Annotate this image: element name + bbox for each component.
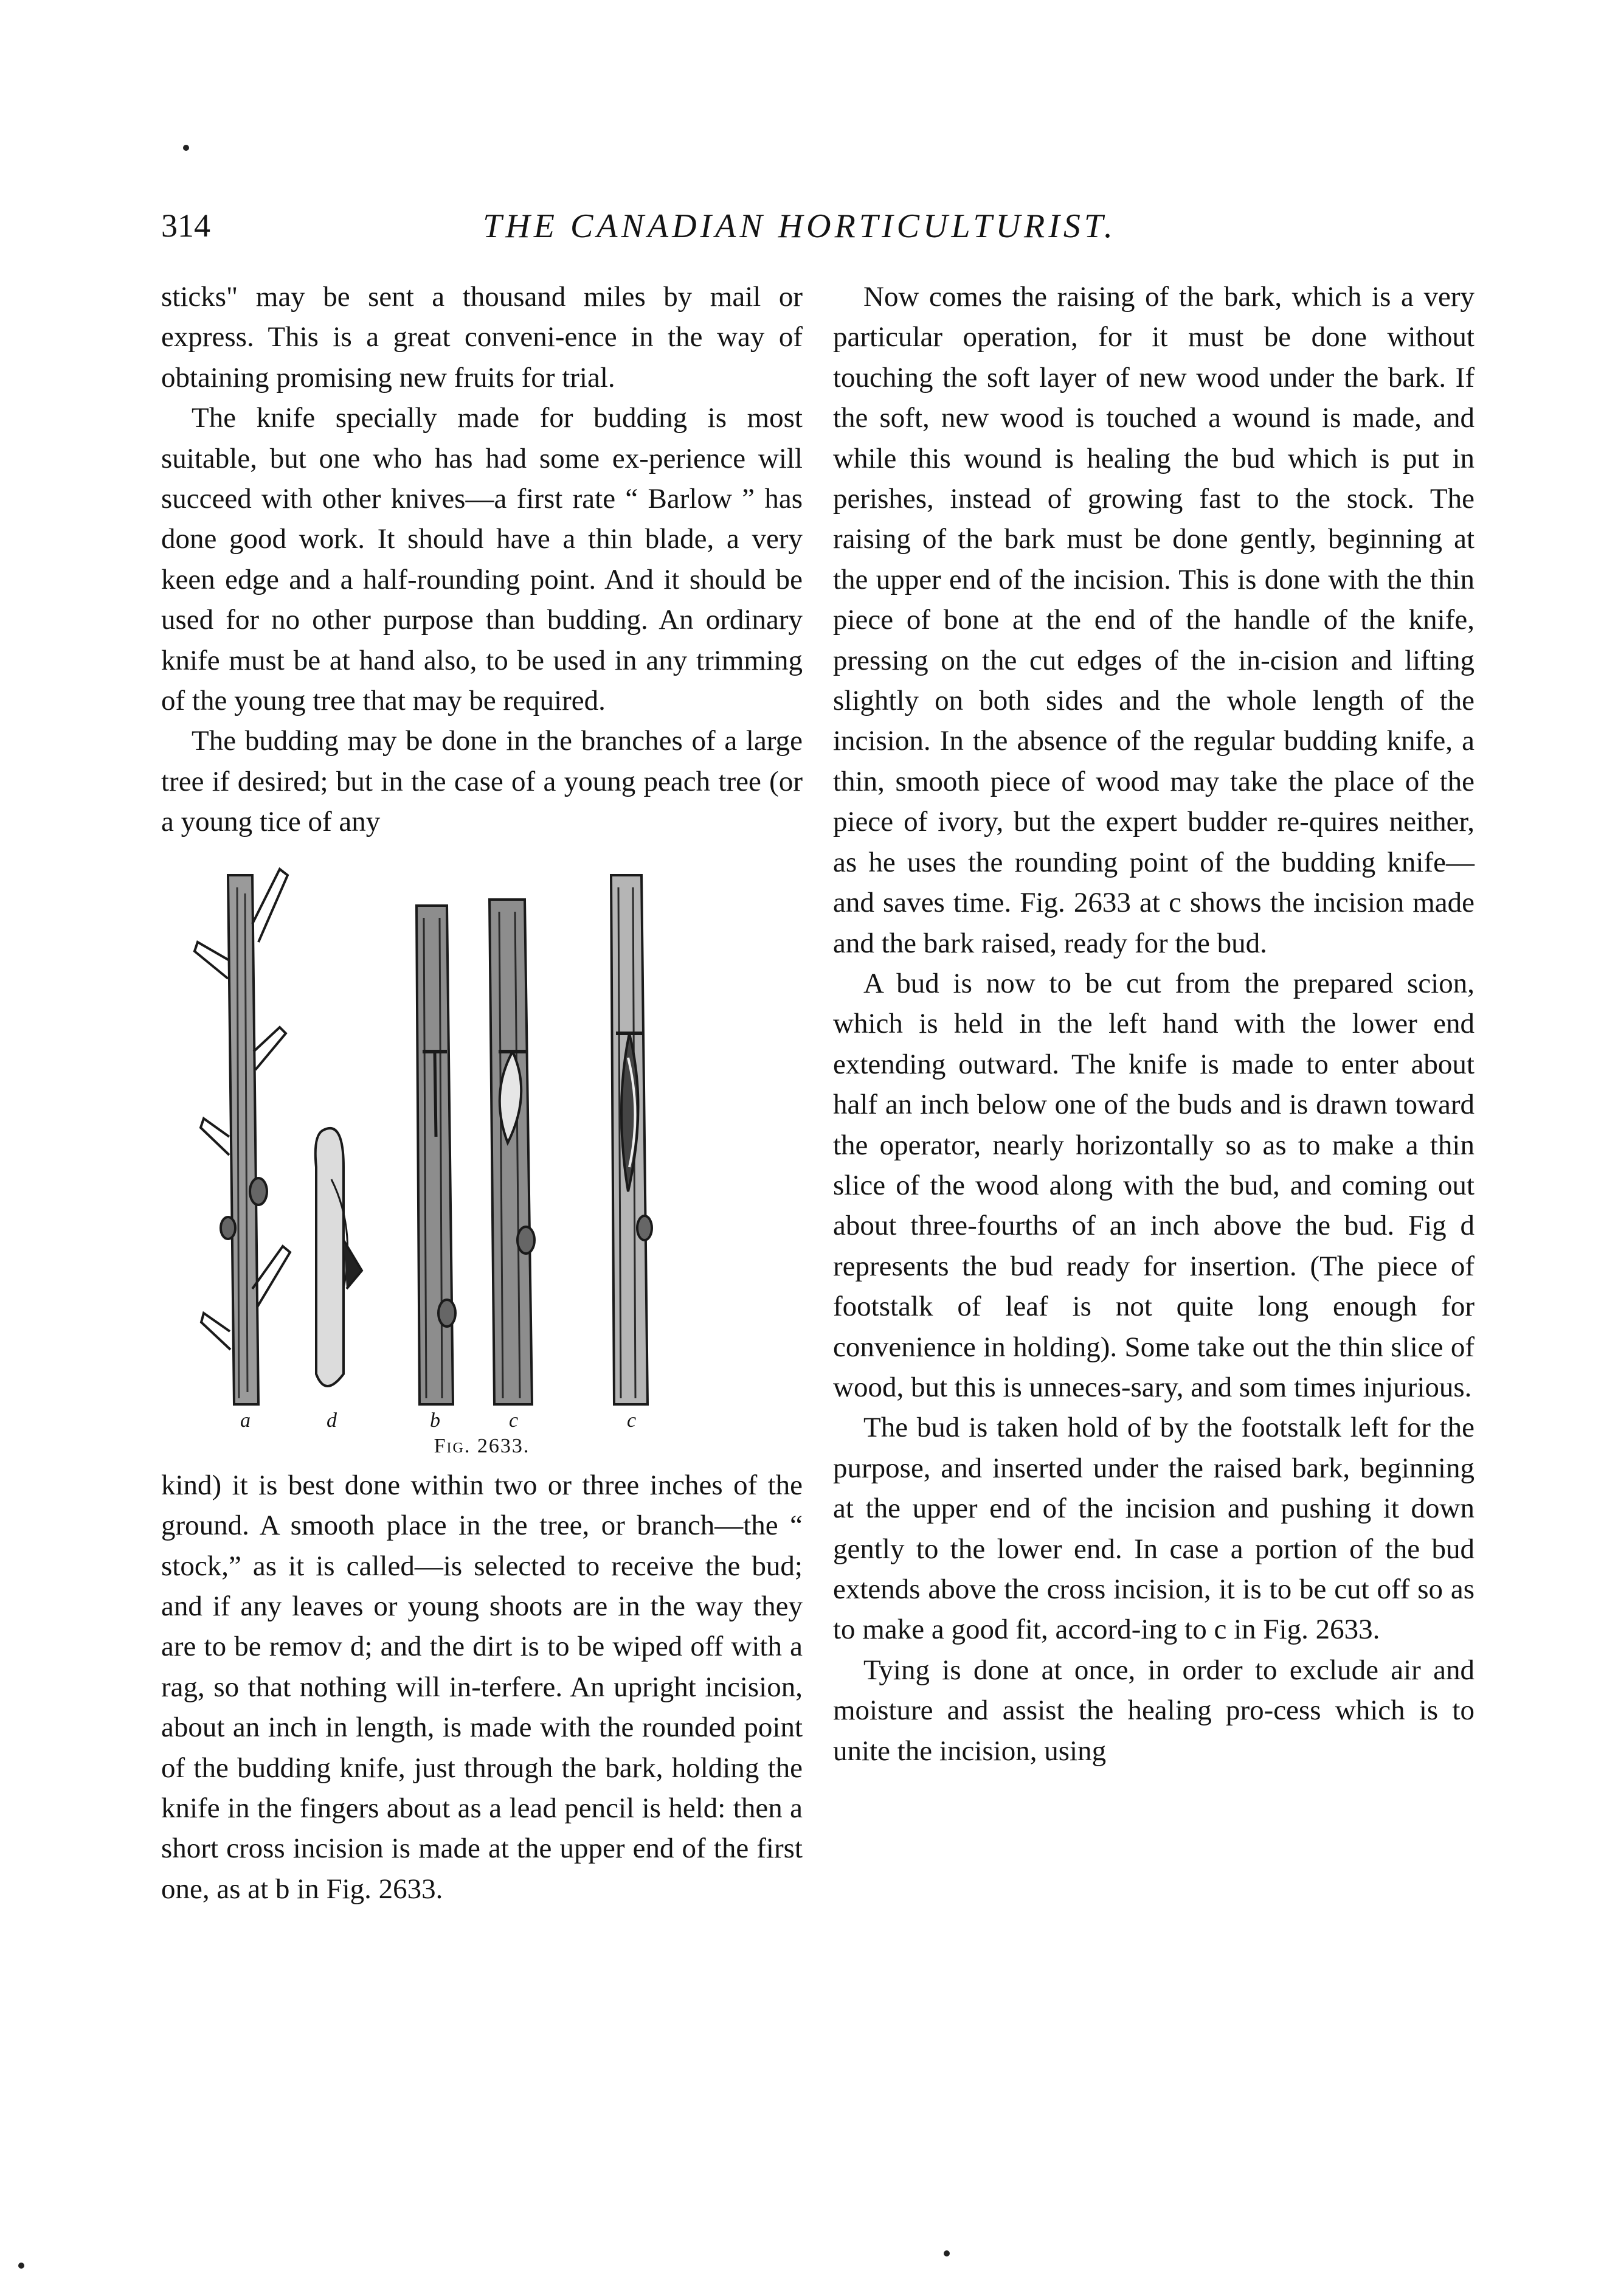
figure-letter: b xyxy=(430,1409,440,1432)
figure-caption: Fig. 2633. xyxy=(434,1434,530,1457)
budding-illustration xyxy=(161,851,803,1465)
figure-letter: a xyxy=(240,1409,251,1432)
page-header xyxy=(161,207,1438,255)
left-column xyxy=(161,277,803,1909)
running-title: THE CANADIAN HORTICULTURIST. xyxy=(483,207,1116,245)
paragraph: The bud is taken hold of by the footstalk left for the purpose, and inserted under the raised bark, beginning at the upper end of the incision and pushing it down gently to the lower end. In case a portion of the bud extends above the cross incision, it is to be cut off so as to make a good fit, accord-ing to c in Fig. 2633. xyxy=(833,1412,1475,1646)
stock-b-drawing xyxy=(417,906,455,1404)
budding-figure xyxy=(161,851,803,1465)
figure-letters xyxy=(161,1409,803,1434)
right-column xyxy=(833,277,1475,1771)
figure-letter: c xyxy=(627,1409,637,1432)
page-number: 314 xyxy=(161,207,210,244)
stock-c-inserted-drawing xyxy=(611,875,652,1404)
twig-a-drawing xyxy=(195,869,290,1404)
paragraph: A bud is now to be cut from the prepared scion, which is held in the left hand with the lower end extending outward. The knife is made to enter about half an inch below one of the buds and is drawn toward the operator, nearly horizontally so as to make a thin slice of the wood along with the bud, and coming out about three-fourths of an inch above the bud. Fig d represents the bud ready for insertion. (The piece of footstalk of leaf is not quite long enough for convenience in holding). Some take out the thin slice of wood, but this is unneces-sary, and som times injurious. xyxy=(833,967,1475,1403)
stock-c-drawing xyxy=(489,900,534,1404)
paragraph: The knife specially made for budding is most suitable, but one who has had some ex-perience will succeed with other knives—a first rate “ Barlow ” has done good work. It should have a thin blade, a very keen edge and a half-rounding point. And it should be used for no other purpose than budding. An ordinary knife must be at hand also, to be used in any trimming of the young tree that may be required. xyxy=(161,402,803,717)
bud-d-drawing xyxy=(316,1128,362,1386)
figure-letter: c xyxy=(509,1409,519,1432)
figure-letter: d xyxy=(327,1409,337,1432)
print-speck xyxy=(18,2263,24,2269)
paragraph: Now comes the raising of the bark, which is a very particular operation, for it must be done without touching the soft layer of new wood under the bark. If the soft, new wood is touched a wound is made, and while this wound is healing the bud which is put in perishes, instead of growing fast to the stock. The raising of the bark must be done gently, beginning at the upper end of the incision. This is done with the thin piece of bone at the end of the handle of the knife, pressing on the cut edges of the in-cision and lifting slightly on both sides and the whole length of the incision. In the absence of the regular budding knife, a thin, smooth piece of wood may take the place of the piece of ivory, but the expert budder re-quires neither, as he uses the rounding point of the budding knife—and saves time. Fig. 2633 at c shows the incision made and the bark raised, ready for the bud. xyxy=(833,281,1475,959)
print-speck xyxy=(944,2250,950,2256)
paragraph: Tying is done at once, in order to exclude air and moisture and assist the healing pro-cess which is to unite the incision, using xyxy=(833,1654,1475,1767)
paragraph: kind) it is best done within two or three inches of the ground. A smooth place in the tree, or branch—the “ stock,” as it is called—is selected to receive the bud; and if any leaves or young shoots are in the way they are to be remov d; and the dirt is to be wiped off with a rag, so that nothing will in-terfere. An upright incision, about an inch in length, is made with the rounded point of the budding knife, just through the bark, holding the knife in the fingers about as a lead pencil is held: then a short cross incision is made at the upper end of the first one, as at b in Fig. 2633. xyxy=(161,1469,803,1905)
print-speck xyxy=(183,145,189,151)
paragraph: The budding may be done in the branches of a large tree if desired; but in the case of a young peach tree (or a young tice of any xyxy=(161,725,803,838)
paragraph: sticks" may be sent a thousand miles by mail or express. This is a great conveni-ence in the way of obtaining promising new fruits for trial. xyxy=(161,281,803,394)
